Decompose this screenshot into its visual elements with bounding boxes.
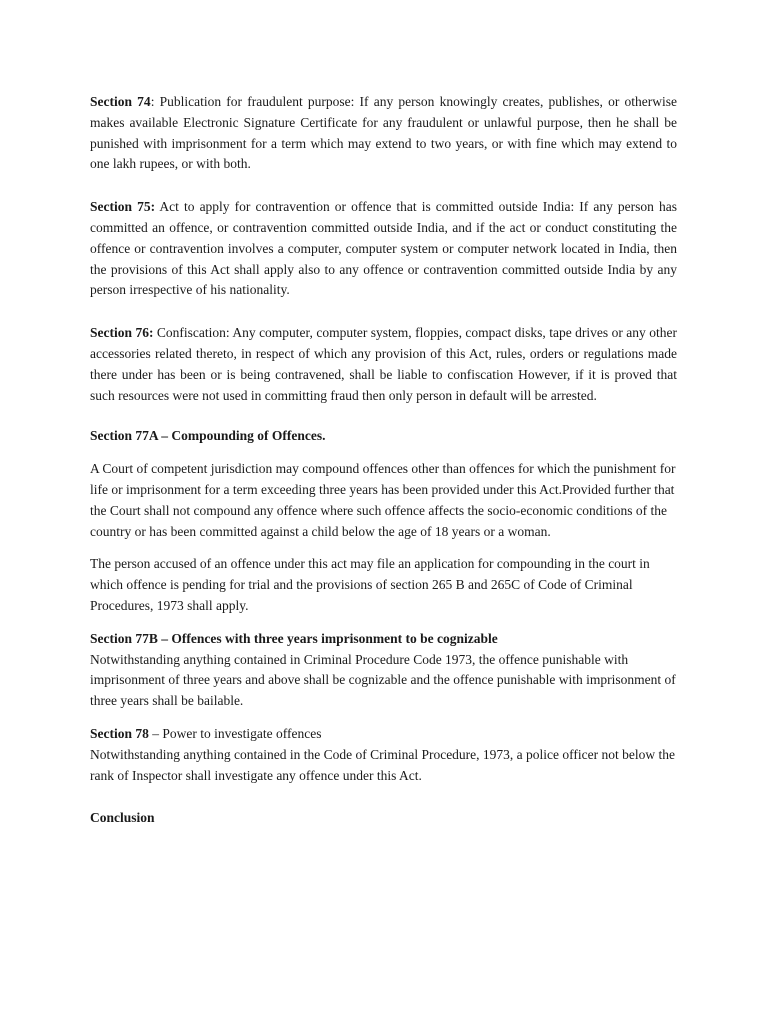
section-77b-heading: Section 77B – Offences with three years imprisonment to be cognizable	[90, 630, 498, 646]
section-77a-heading: Section 77A – Compounding of Offences.	[90, 428, 326, 444]
section-74-paragraph	[90, 92, 677, 175]
document-page	[90, 92, 677, 829]
section-77a-paragraph-2: The person accused of an offence under this act may file an application for compounding in the court in which offence is pending for trial and the provisions of section 265 B and 265C of Code of Criminal Procedures, 1973 shall apply.	[90, 556, 650, 613]
section-74-separator: :	[150, 94, 160, 109]
section-78-title: – Power to investigate offences	[148, 725, 322, 741]
section-78-heading-line	[90, 724, 677, 745]
section-75-body: Act to apply for contravention or offence that is committed outside India: If any person has committed an offence, or contravention committed outside India, and if the act or conduct constituting the offence or contravention involves a computer, computer system or computer network located in India, then the provisions of this Act shall apply also to any offence or contravention committed outside India by any person irrespective of his nationality.	[90, 199, 677, 298]
section-75-paragraph	[90, 197, 677, 301]
section-76-body: Confiscation: Any computer, computer system, floppies, compact disks, tape drives or any other accessories related thereto, in respect of which any provision of this Act, rules, orders or regulations made there under has been or is being contravened, shall be liable to confiscation However, if it is proved that such resources were not used in committing fraud then only person in default will be arrested.	[90, 325, 677, 403]
section-76-heading: Section 76:	[90, 325, 154, 341]
section-77b-body: Notwithstanding anything contained in Criminal Procedure Code 1973, the offence punishable with imprisonment of three years and above shall be cognizable and the offence punishable with imprisonment of three years shall be bailable.	[90, 651, 676, 709]
section-77a-paragraph-1: A Court of competent jurisdiction may compound offences other than offences for which the punishment for life or imprisonment for a term exceeding three years has been provided under this Act.Provided further that the Court shall not compound any offence where such offence affects the socio-economic conditions of the country or has been committed against a child below the age of 18 years or a woman.	[90, 461, 676, 539]
section-76-paragraph	[90, 323, 677, 406]
section-74-heading: Section 74	[90, 94, 151, 109]
section-78-body: Notwithstanding anything contained in the Code of Criminal Procedure, 1973, a police officer not below the rank of Inspector shall investigate any offence under this Act.	[90, 746, 675, 783]
section-75-heading: Section 75:	[90, 199, 156, 215]
section-74-body: Publication for fraudulent purpose: If any person knowingly creates, publishes, or otherwise makes available Electronic Signature Certificate for any fraudulent or unlawful purpose, then he shall be punished with imprisonment for a term which may extend to two years, or with fine which may extend to one lakh rupees, or with both.	[90, 94, 677, 172]
section-78-heading: Section 78	[90, 725, 149, 741]
conclusion-heading: Conclusion	[90, 810, 155, 826]
